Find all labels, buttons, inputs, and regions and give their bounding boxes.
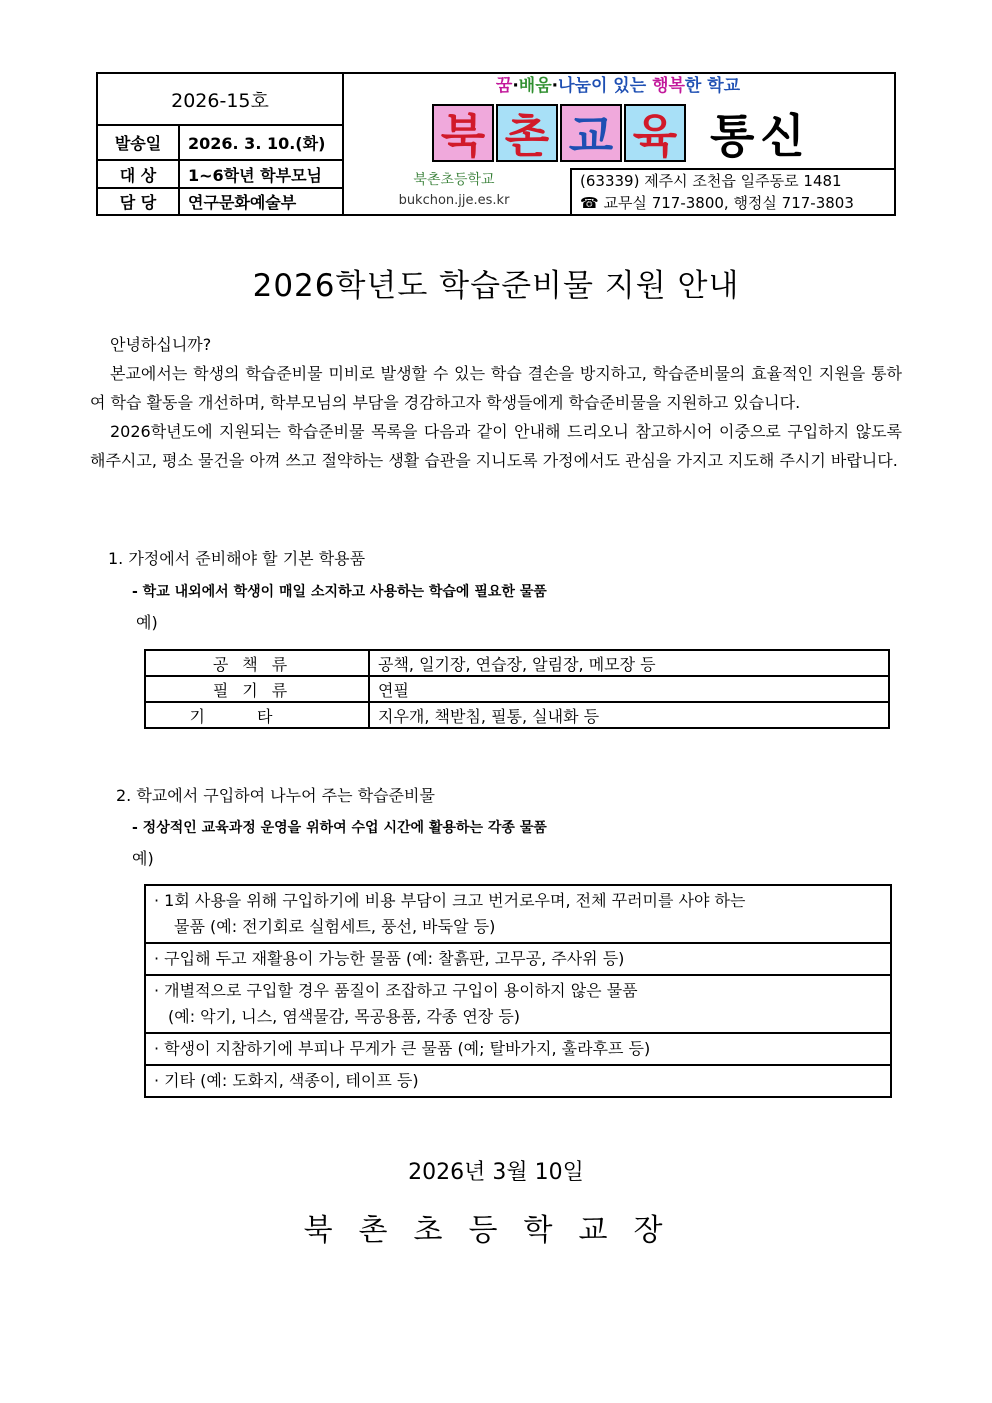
document-body [90,330,902,475]
list-item-line: 물품 (예: 전기회로 실험세트, 풍선, 바둑알 등) [174,917,496,936]
section1-heading: 1. 가정에서 준비해야 할 기본 학용품 [108,549,366,568]
table-row [145,702,889,728]
info-row-target [98,161,342,189]
motto-part: 행복 [652,76,685,96]
paragraph: 2026학년도에 지원되는 학습준비물 목록을 다음과 같이 안내해 드리오니 참고하시어 이중으로 구입하지 않도록 해주시고, 평소 물건을 아껴 쓰고 절약하는 생활 습관을 지니도록 가정에서도 관심을 가지고 지도해 주시기 바랍니다. [90,422,902,470]
motto-part: 나눔이 있는 [558,76,653,96]
school-phones: ☎ 교무실 717-3800, 행정실 717-3803 [580,194,854,212]
table-cell-category: 공책류 [145,650,369,676]
info-label: 대 상 [98,161,180,187]
school-supplies-list [144,884,892,1098]
info-value: 연구문화예술부 [188,193,297,212]
basic-supplies-table [144,649,890,729]
list-item-line: · 구입해 두고 재활용이 가능한 물품 (예: 찰흙판, 고무공, 주사위 등) [154,949,625,968]
info-row-date [98,126,342,161]
section1-example: 예) [136,613,158,632]
list-item [146,1066,890,1096]
list-item-line: · 개별적으로 구입할 경우 품질이 조잡하고 구입이 용이하지 않은 물품 [154,981,638,1000]
info-value: 1~6학년 학부모님 [188,165,322,185]
principal-signature: 북촌초등학교장 [303,1213,689,1248]
section1-sub: - 학교 내외에서 학생이 매일 소지하고 사용하는 학습에 필요한 물품 [132,584,547,600]
issue-number: 2026-15호 [98,74,342,126]
info-label: 담 당 [98,189,180,214]
list-item [146,944,890,976]
motto-part: · [512,76,519,96]
document-date: 2026년 3월 10일 [408,1160,584,1185]
table-cell-category: 기타 [145,702,369,728]
title-tile: 교 [560,104,622,162]
info-row-dept [98,189,342,214]
table-cell-items: 공책, 일기장, 연습장, 알림장, 메모장 등 [369,650,889,676]
list-item [146,886,890,944]
list-item [146,976,890,1034]
motto-part: 꿈 [495,76,513,96]
title-tile: 촌 [496,104,558,162]
title-tile: 육 [624,104,686,162]
school-address: (63339) 제주시 조천읍 일주동로 1481 [580,172,842,190]
list-item-line: · 기타 (예: 도화지, 색종이, 테이프 등) [154,1071,419,1090]
list-item-line: · 1회 사용을 위해 구입하기에 비용 부담이 크고 번거로우며, 전체 꾸러미를 사야 하는 [154,891,746,910]
motto-part: 배움 [518,76,552,96]
address-box [570,168,894,214]
table-cell-items: 연필 [369,676,889,702]
info-value: 2026. 3. 10.(화) [188,134,326,153]
paragraph: 본교에서는 학생의 학습준비물 미비로 발생할 수 있는 학습 결손을 방지하고, 학습준비물의 효율적인 지원을 통하여 학습 활동을 개선하며, 학부모님의 부담을 경감하고자 학생들에게 학습준비물을 지원하고 있습니다. [90,364,902,412]
school-motto [340,72,896,100]
list-item-line: · 학생이 지참하기에 부피나 무게가 큰 물품 (예; 탈바가지, 훌라후프 등) [154,1039,651,1058]
newsletter-title [432,101,811,165]
list-item-line: (예: 악기, 니스, 염색물감, 목공용품, 각종 연장 등) [168,1007,521,1026]
header-info-panel [98,74,344,214]
list-item [146,1034,890,1066]
section2-sub: - 정상적인 교육과정 운영을 위하여 수업 시간에 활용하는 각종 물품 [132,820,547,836]
info-label: 발송일 [98,126,180,159]
document-title: 2026학년도 학습준비물 지원 안내 [252,268,740,304]
table-cell-items: 지우개, 책받침, 필통, 실내화 등 [369,702,889,728]
motto-part: 한 학교 [684,76,741,96]
table-cell-category: 필기류 [145,676,369,702]
school-info [340,168,568,214]
school-url: bukchon.jje.es.kr [398,193,510,208]
motto-part: · [551,76,559,96]
title-tile: 북 [432,104,494,162]
title-suffix: 통신 [710,109,811,163]
greeting: 안녕하십니까? [110,335,212,354]
section2-heading: 2. 학교에서 구입하여 나누어 주는 학습준비물 [116,786,435,805]
school-name: 북촌초등학교 [413,172,495,188]
table-row [145,676,889,702]
table-row [145,650,889,676]
section2-example: 예) [132,849,154,868]
